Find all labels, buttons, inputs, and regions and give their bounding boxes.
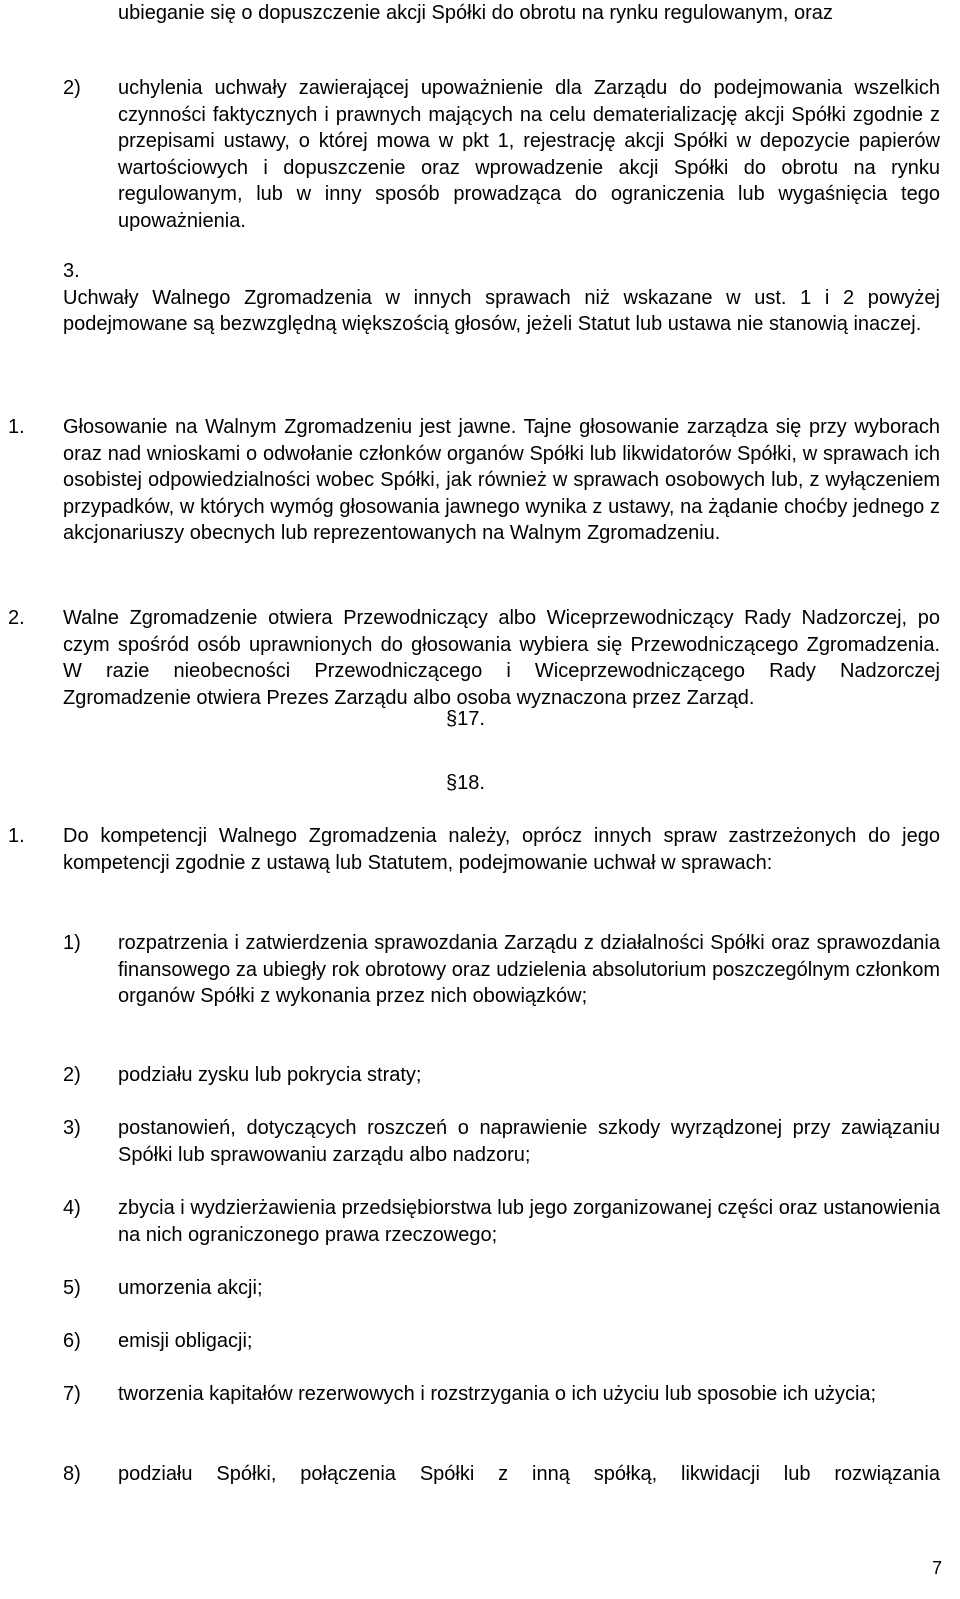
paragraph-text: Walne Zgromadzenie otwiera Przewodniczący albo Wiceprzewodniczący Rady Nadzorczej, po czym spośród osób uprawnionych do głosowania wybiera się Przewodniczącego Zgromadzenia. W razie nieobecności Przewodniczącego i Wiceprzewodniczącego Rady Nadzorczej Zgromadzenie otwiera Prezes Zarządu albo osoba wyznaczona przez Zarząd. xyxy=(63,607,940,709)
item-text: emisji obligacji; xyxy=(118,1330,253,1352)
item-number: 6) xyxy=(63,1330,81,1352)
item-number: 5) xyxy=(63,1277,81,1299)
paragraph-3-body: Uchwały Walnego Zgromadzenia w innych sprawach niż wskazane w ust. 1 i 2 powyżej podejmowane są bezwzględną większością głosów, jeżeli Statut lub ustawa nie stanowią inaczej. xyxy=(63,286,940,335)
item-text: tworzenia kapitałów rezerwowych i rozstrzygania o ich użyciu lub sposobie ich użycia; xyxy=(118,1383,877,1405)
paragraph-number: 1. xyxy=(8,416,25,438)
item-number: 7) xyxy=(63,1383,81,1405)
section-heading: §17. xyxy=(446,708,485,730)
item-text: zbycia i wydzierżawienia przedsiębiorstwa lub jego zorganizowanej części oraz ustanowienia na nich ograniczonego prawa rzeczowego; xyxy=(118,1197,940,1246)
paragraph-text: Głosowanie na Walnym Zgromadzeniu jest jawne. Tajne głosowanie zarządza się przy wyborach oraz nad wnioskami o odwołanie członków organów Spółki lub likwidatorów Spółki, w sprawach ich osobistej odpowiedzialności wobec Spółki, jak również w sprawach osobowych lub, z wyłączeniem przypadków, w których wymóg głosowania jawnego wynika z ustawy, na żądanie choćby jednego z akcjonariuszy obecnych lub reprezentowanych na Walnym Zgromadzeniu. xyxy=(63,416,940,544)
item-number: 8) xyxy=(63,1463,81,1485)
item-text: postanowień, dotyczących roszczeń o naprawienie szkody wyrządzonej przy zawiązaniu Spółki lub sprawowaniu zarządu albo nadzoru; xyxy=(118,1117,940,1166)
paragraph-text: Do kompetencji Walnego Zgromadzenia należy, oprócz innych spraw zastrzeżonych do jego kompetencji zgodnie z ustawą lub Statutem, podejmowanie uchwał w sprawach: xyxy=(63,825,940,874)
paragraph-number: 1. xyxy=(8,825,25,847)
item-text: uchylenia uchwały zawierającej upoważnienie dla Zarządu do podejmowania wszelkich czynności faktycznych i prawnych mających na celu dematerializację akcji Spółki zgodnie z przepisami ustawy, o której mowa w pkt 1, rejestrację akcji Spółki w depozycie papierów wartościowych i dopuszczenie oraz wprowadzenie akcji Spółki do obrotu na rynku regulowanym, lub w inny sposób prowadząca do ograniczenia lub wygaśnięcia tego upoważnienia. xyxy=(118,77,940,232)
section-heading: §18. xyxy=(446,772,485,794)
item-number: 2) xyxy=(63,77,81,99)
item-number: 2) xyxy=(63,1064,81,1086)
continued-paragraph: ubieganie się o dopuszczenie akcji Spółki do obrotu na rynku regulowanym, oraz xyxy=(118,2,833,24)
paragraph-text xyxy=(63,258,940,338)
item-text: podziału zysku lub pokrycia straty; xyxy=(118,1064,422,1086)
item-number: 1) xyxy=(63,932,81,954)
item-number: 3) xyxy=(63,1117,81,1139)
page-number: 7 xyxy=(931,1558,942,1578)
item-text: podziału Spółki, połączenia Spółki z inną spółką, likwidacji lub rozwiązania xyxy=(118,1463,940,1485)
item-number: 4) xyxy=(63,1197,81,1219)
item-text: umorzenia akcji; xyxy=(118,1277,263,1299)
paragraph-number: 2. xyxy=(8,607,25,629)
item-text: rozpatrzenia i zatwierdzenia sprawozdania Zarządu z działalności Spółki oraz sprawozdania finansowego za ubiegły rok obrotowy oraz udzielenia absolutorium poszczególnym członkom organów Spółki z wykonania przez nich obowiązków; xyxy=(118,932,940,1007)
paragraph-number: 3. xyxy=(63,260,80,282)
